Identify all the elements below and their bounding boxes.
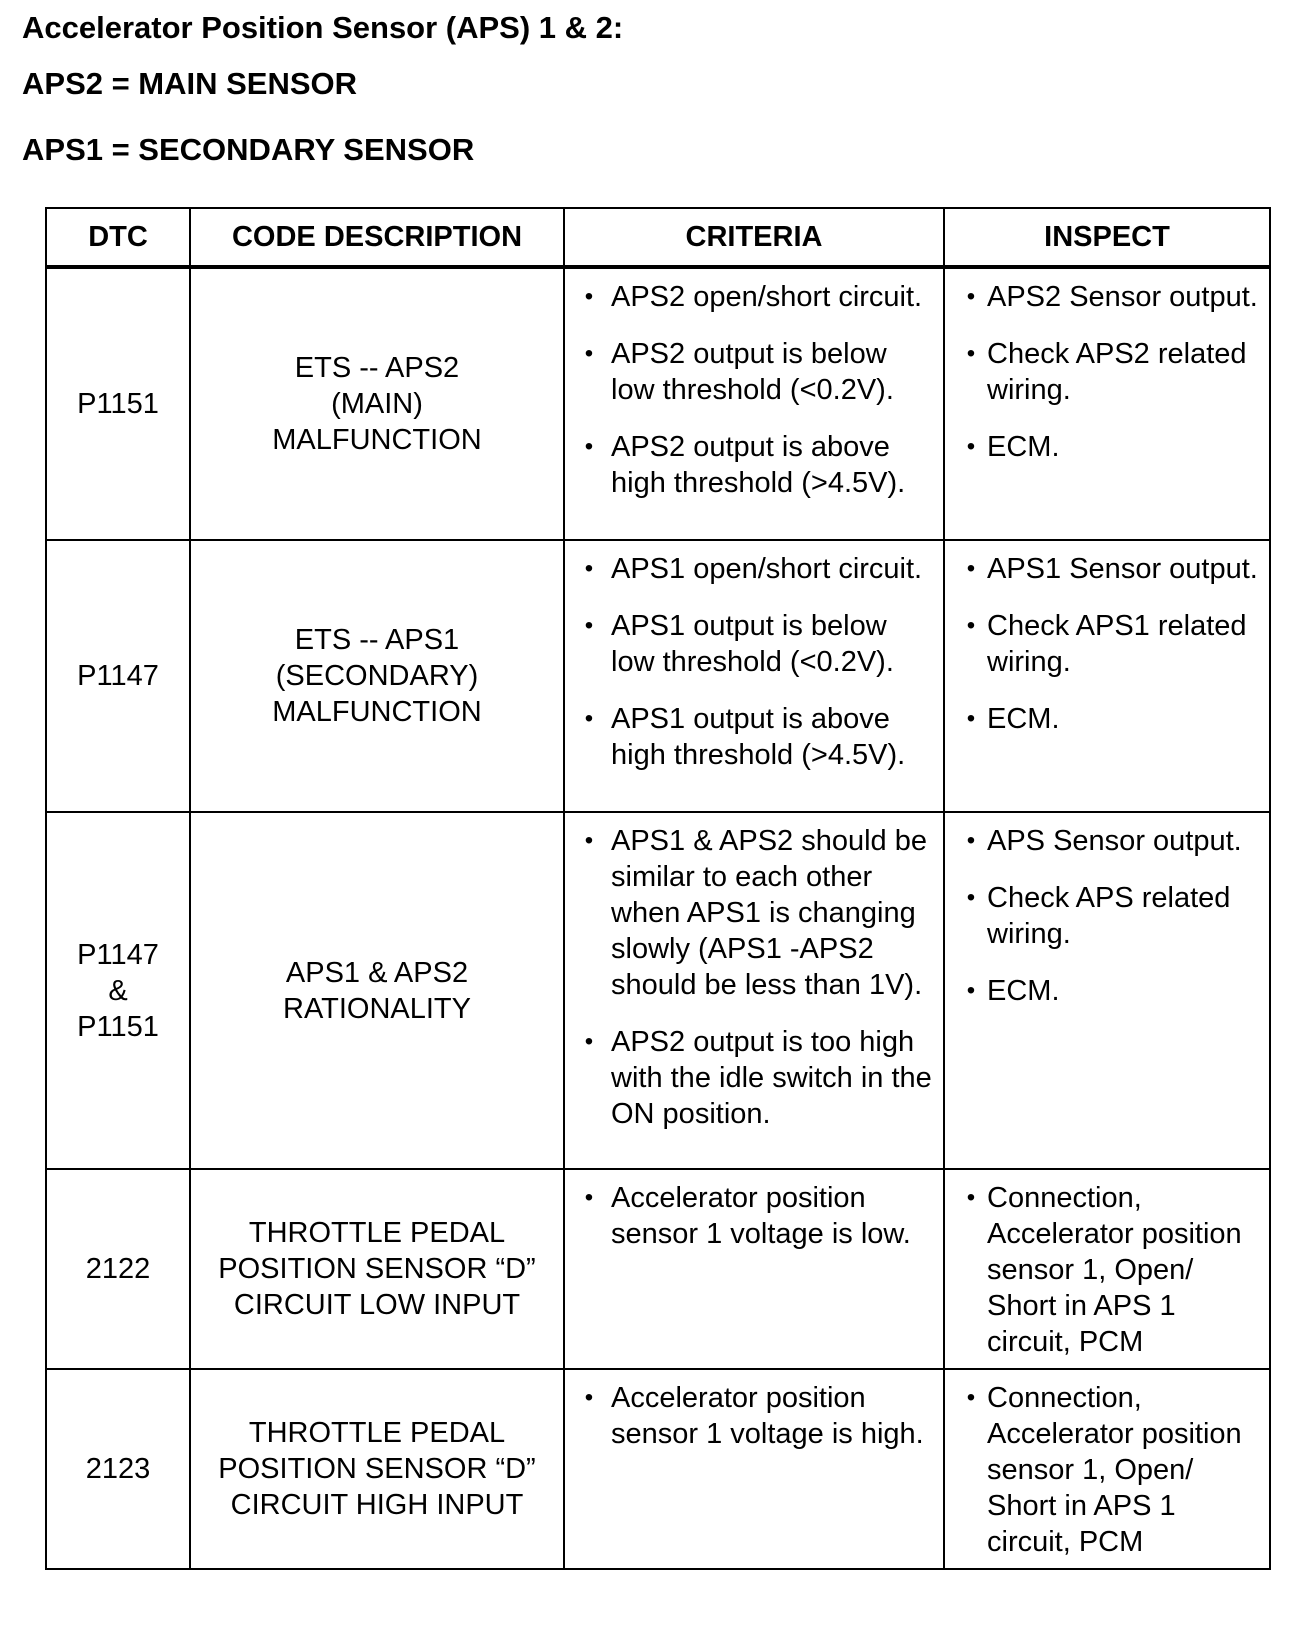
bullet-icon: • xyxy=(966,555,976,582)
inspect-item: • APS Sensor output. xyxy=(961,823,1265,859)
dtc-code: P1147 xyxy=(77,660,159,692)
table-row xyxy=(46,540,1270,812)
table-header-row xyxy=(46,208,1270,267)
criteria-item: • APS2 output is too high with the idle switch in the ON position. xyxy=(579,1024,937,1132)
criteria-item: • APS2 output is below low threshold (<0.2V). xyxy=(579,336,937,408)
description-line: RATIONALITY xyxy=(283,992,471,1025)
inspect-cell xyxy=(944,1369,1270,1569)
inspect-cell xyxy=(944,267,1270,540)
dtc-code: 2122 xyxy=(85,1253,151,1285)
criteria-cell xyxy=(564,540,944,812)
bullet-icon: • xyxy=(584,1028,594,1055)
inspect-item: • APS1 Sensor output. xyxy=(961,551,1265,587)
description-cell xyxy=(190,1169,564,1369)
header-criteria: CRITERIA xyxy=(564,208,944,267)
inspect-item: • ECM. xyxy=(961,973,1265,1009)
dtc-code: P1147 xyxy=(77,938,159,971)
dtc-code: P1151 xyxy=(77,388,159,420)
bullet-icon: • xyxy=(584,433,594,460)
dtc-cell xyxy=(46,812,190,1169)
description-line: ETS -- APS1 xyxy=(294,624,460,656)
inspect-cell xyxy=(944,1169,1270,1369)
description-cell xyxy=(190,812,564,1169)
inspect-item: • ECM. xyxy=(961,429,1265,465)
description-line: (MAIN) xyxy=(331,388,423,420)
page-title: Accelerator Position Sensor (APS) 1 & 2: xyxy=(22,10,624,45)
dtc-cell xyxy=(46,1369,190,1569)
table-row xyxy=(46,267,1270,540)
inspect-item: • Check APS related wiring. xyxy=(961,880,1265,952)
bullet-icon: • xyxy=(584,1384,594,1411)
criteria-cell xyxy=(564,267,944,540)
bullet-icon: • xyxy=(966,977,976,1004)
description-line: CIRCUIT LOW INPUT xyxy=(233,1289,521,1321)
criteria-item: • APS1 & APS2 should be similar to each other when APS1 is changing slowly (APS1 -APS2 should be less than 1V). xyxy=(579,823,937,1003)
bullet-icon: • xyxy=(584,340,594,367)
bullet-icon: • xyxy=(966,283,976,310)
dtc-code: 2123 xyxy=(85,1453,151,1485)
inspect-cell xyxy=(944,812,1270,1169)
inspect-item: • ECM. xyxy=(961,701,1265,737)
criteria-item: • Accelerator position sensor 1 voltage is high. xyxy=(579,1380,937,1452)
description-line: CIRCUIT HIGH INPUT xyxy=(230,1489,524,1521)
description-line: ETS -- APS2 xyxy=(294,352,460,384)
criteria-cell xyxy=(564,1369,944,1569)
dtc-cell xyxy=(46,1169,190,1369)
bullet-icon: • xyxy=(966,1184,976,1211)
bullet-icon: • xyxy=(584,612,594,639)
criteria-cell xyxy=(564,1169,944,1369)
bullet-icon: • xyxy=(584,555,594,582)
table-row xyxy=(46,1169,1270,1369)
header-code-description: CODE DESCRIPTION xyxy=(190,208,564,267)
bullet-icon: • xyxy=(966,884,976,911)
bullet-icon: • xyxy=(584,827,594,854)
criteria-item: • APS1 open/short circuit. xyxy=(579,551,937,587)
bullet-icon: • xyxy=(584,1184,594,1211)
criteria-cell xyxy=(564,812,944,1169)
inspect-item: • Check APS1 related wiring. xyxy=(961,608,1265,680)
dtc-code: P1151 xyxy=(77,1010,159,1043)
description-line: MALFUNCTION xyxy=(272,696,482,728)
description-line: (SECONDARY) xyxy=(275,660,479,692)
bullet-icon: • xyxy=(966,1384,976,1411)
bullet-icon: • xyxy=(584,705,594,732)
criteria-item: • APS2 open/short circuit. xyxy=(579,279,937,315)
inspect-item: • Check APS2 related wiring. xyxy=(961,336,1265,408)
description-line: THROTTLE PEDAL xyxy=(248,1217,506,1249)
bullet-icon: • xyxy=(584,283,594,310)
description-line: THROTTLE PEDAL xyxy=(248,1417,506,1449)
dtc-table xyxy=(45,207,1271,1570)
bullet-icon: • xyxy=(966,433,976,460)
inspect-item: • APS2 Sensor output. xyxy=(961,279,1265,315)
inspect-item: • Connection, Accelerator position sensor 1, Open/ Short in APS 1 circuit, PCM xyxy=(961,1180,1265,1360)
secondary-sensor-heading: APS1 = SECONDARY SENSOR xyxy=(22,132,475,167)
header-dtc: DTC xyxy=(46,208,190,267)
inspect-cell xyxy=(944,540,1270,812)
bullet-icon: • xyxy=(966,705,976,732)
bullet-icon: • xyxy=(966,612,976,639)
description-cell xyxy=(190,540,564,812)
description-cell xyxy=(190,1369,564,1569)
dtc-code-joiner: & xyxy=(108,974,128,1007)
description-cell xyxy=(190,267,564,540)
dtc-cell xyxy=(46,267,190,540)
bullet-icon: • xyxy=(966,340,976,367)
inspect-item: • Connection, Accelerator position sensor 1, Open/ Short in APS 1 circuit, PCM xyxy=(961,1380,1265,1560)
header-inspect: INSPECT xyxy=(944,208,1270,267)
bullet-icon: • xyxy=(966,827,976,854)
description-line: POSITION SENSOR “D” xyxy=(218,1253,536,1285)
main-sensor-heading: APS2 = MAIN SENSOR xyxy=(22,66,358,101)
criteria-item: • APS1 output is below low threshold (<0.2V). xyxy=(579,608,937,680)
criteria-item: • APS1 output is above high threshold (>4.5V). xyxy=(579,701,937,773)
description-line: APS1 & APS2 xyxy=(285,956,469,989)
description-line: MALFUNCTION xyxy=(272,424,482,456)
dtc-cell xyxy=(46,540,190,812)
criteria-item: • APS2 output is above high threshold (>4.5V). xyxy=(579,429,937,501)
description-line: POSITION SENSOR “D” xyxy=(218,1453,536,1485)
criteria-item: • Accelerator position sensor 1 voltage is low. xyxy=(579,1180,937,1252)
table-row xyxy=(46,1369,1270,1569)
table-row xyxy=(46,812,1270,1169)
